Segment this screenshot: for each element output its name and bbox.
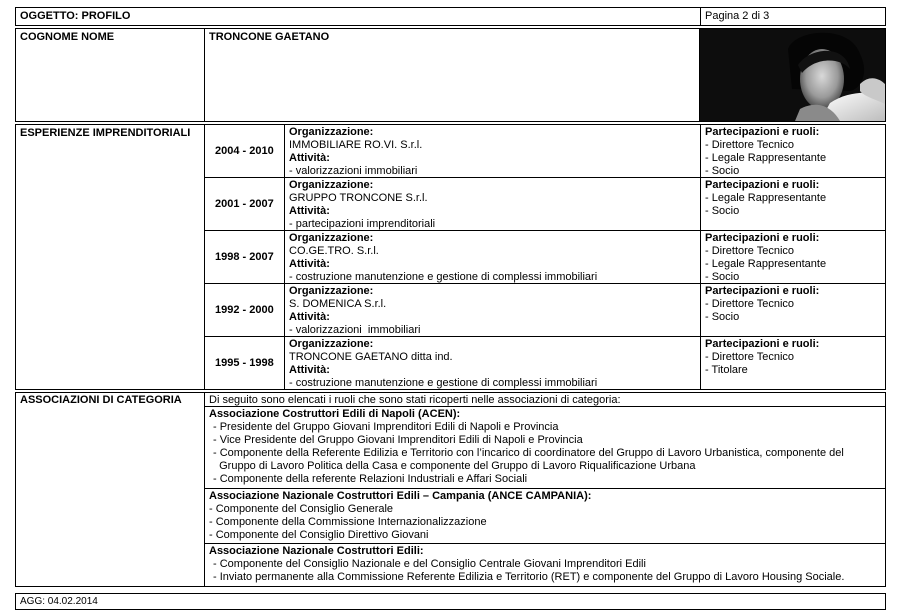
association-role: - Componente del Consiglio Generale bbox=[209, 503, 394, 515]
association-role: - Componente della Commissione Internazionalizzazione bbox=[209, 516, 487, 528]
role-item: - Direttore Tecnico bbox=[705, 351, 795, 363]
roles-label: Partecipazioni e ruoli: bbox=[705, 285, 820, 297]
association-role: - Componente del Consiglio Nazionale e del Consiglio Centrale Giovani Imprenditori Edili bbox=[213, 558, 646, 570]
roles-label: Partecipazioni e ruoli: bbox=[705, 179, 820, 191]
experience-years: 1995 - 1998 bbox=[215, 357, 274, 369]
association-title: Associazione Nazionale Costruttori Edili: bbox=[209, 545, 424, 557]
association-role: - Componente del Consiglio Direttivo Giovani bbox=[209, 529, 429, 541]
page-indicator: Pagina 2 di 3 bbox=[705, 10, 770, 22]
activity-text: - costruzione manutenzione e gestione di complessi immobiliari bbox=[289, 377, 598, 389]
role-item: - Legale Rappresentante bbox=[705, 258, 827, 270]
role-item: - Direttore Tecnico bbox=[705, 139, 795, 151]
experience-years: 2004 - 2010 bbox=[215, 145, 274, 157]
organization-label: Organizzazione: bbox=[289, 338, 374, 350]
activity-label: Attività: bbox=[289, 205, 330, 217]
organization-name: S. DOMENICA S.r.l. bbox=[289, 298, 387, 310]
experience-years: 2001 - 2007 bbox=[215, 198, 274, 210]
roles-label: Partecipazioni e ruoli: bbox=[705, 232, 820, 244]
role-item: - Legale Rappresentante bbox=[705, 192, 827, 204]
association-title: Associazione Costruttori Edili di Napoli (ACEN): bbox=[209, 408, 461, 420]
association-role: - Componente della referente Relazioni Industriali e Affari Sociali bbox=[213, 473, 528, 485]
organization-label: Organizzazione: bbox=[289, 179, 374, 191]
organization-label: Organizzazione: bbox=[289, 126, 374, 138]
role-item: - Socio bbox=[705, 311, 740, 323]
identity-label: COGNOME NOME bbox=[20, 31, 115, 43]
organization-name: TRONCONE GAETANO ditta ind. bbox=[289, 351, 453, 363]
associations-label: ASSOCIAZIONI DI CATEGORIA bbox=[20, 394, 182, 406]
experiences-label: ESPERIENZE IMPRENDITORIALI bbox=[20, 127, 191, 139]
organization-label: Organizzazione: bbox=[289, 285, 374, 297]
organization-name: IMMOBILIARE RO.VI. S.r.l. bbox=[289, 139, 423, 151]
activity-text: - valorizzazioni immobiliari bbox=[289, 324, 421, 336]
roles-label: Partecipazioni e ruoli: bbox=[705, 126, 820, 138]
experience-years: 1992 - 2000 bbox=[215, 304, 274, 316]
activity-label: Attività: bbox=[289, 311, 330, 323]
organization-label: Organizzazione: bbox=[289, 232, 374, 244]
portrait-image bbox=[700, 29, 885, 121]
association-role: Gruppo di Lavoro Politica della Casa e componente del Gruppo di Lavoro Riqualificazione Urbana bbox=[213, 460, 696, 472]
role-item: - Socio bbox=[705, 165, 740, 177]
activity-text: - costruzione manutenzione e gestione di complessi immobiliari bbox=[289, 271, 598, 283]
activity-label: Attività: bbox=[289, 258, 330, 270]
activity-label: Attività: bbox=[289, 152, 330, 164]
activity-text: - valorizzazioni immobiliari bbox=[289, 165, 418, 177]
roles-label: Partecipazioni e ruoli: bbox=[705, 338, 820, 350]
association-role: - Componente della Referente Edilizia e Territorio con l’incarico di coordinatore del Gruppo di Lavoro Urbanistica, componente del bbox=[213, 447, 844, 459]
association-role: - Vice Presidente del Gruppo Giovani Imprenditori Edili di Napoli e Provincia bbox=[213, 434, 583, 446]
organization-name: CO.GE.TRO. S.r.l. bbox=[289, 245, 379, 257]
document-subject: OGGETTO: PROFILO bbox=[20, 10, 131, 22]
activity-text: - partecipazioni imprenditoriali bbox=[289, 218, 436, 230]
footer-bar bbox=[15, 593, 886, 610]
association-role: - Presidente del Gruppo Giovani Imprenditori Edili di Napoli e Provincia bbox=[213, 421, 559, 433]
experience-years: 1998 - 2007 bbox=[215, 251, 274, 263]
association-title: Associazione Nazionale Costruttori Edili – Campania (ANCE CAMPANIA): bbox=[209, 490, 592, 502]
profile-photo bbox=[700, 29, 885, 121]
organization-name: GRUPPO TRONCONE S.r.l. bbox=[289, 192, 428, 204]
role-item: - Titolare bbox=[705, 364, 748, 376]
last-updated: AGG: 04.02.2014 bbox=[20, 596, 98, 607]
role-item: - Direttore Tecnico bbox=[705, 298, 795, 310]
role-item: - Direttore Tecnico bbox=[705, 245, 795, 257]
association-role: - Inviato permanente alla Commissione Referente Edilizia e Territorio (RET) e componente del Gruppo di Lavoro Housing Sociale. bbox=[213, 571, 845, 583]
activity-label: Attività: bbox=[289, 364, 330, 376]
role-item: - Legale Rappresentante bbox=[705, 152, 827, 164]
associations-intro: Di seguito sono elencati i ruoli che sono stati ricoperti nelle associazioni di categoria: bbox=[209, 394, 621, 406]
person-name: TRONCONE GAETANO bbox=[209, 31, 330, 43]
role-item: - Socio bbox=[705, 271, 740, 283]
role-item: - Socio bbox=[705, 205, 740, 217]
